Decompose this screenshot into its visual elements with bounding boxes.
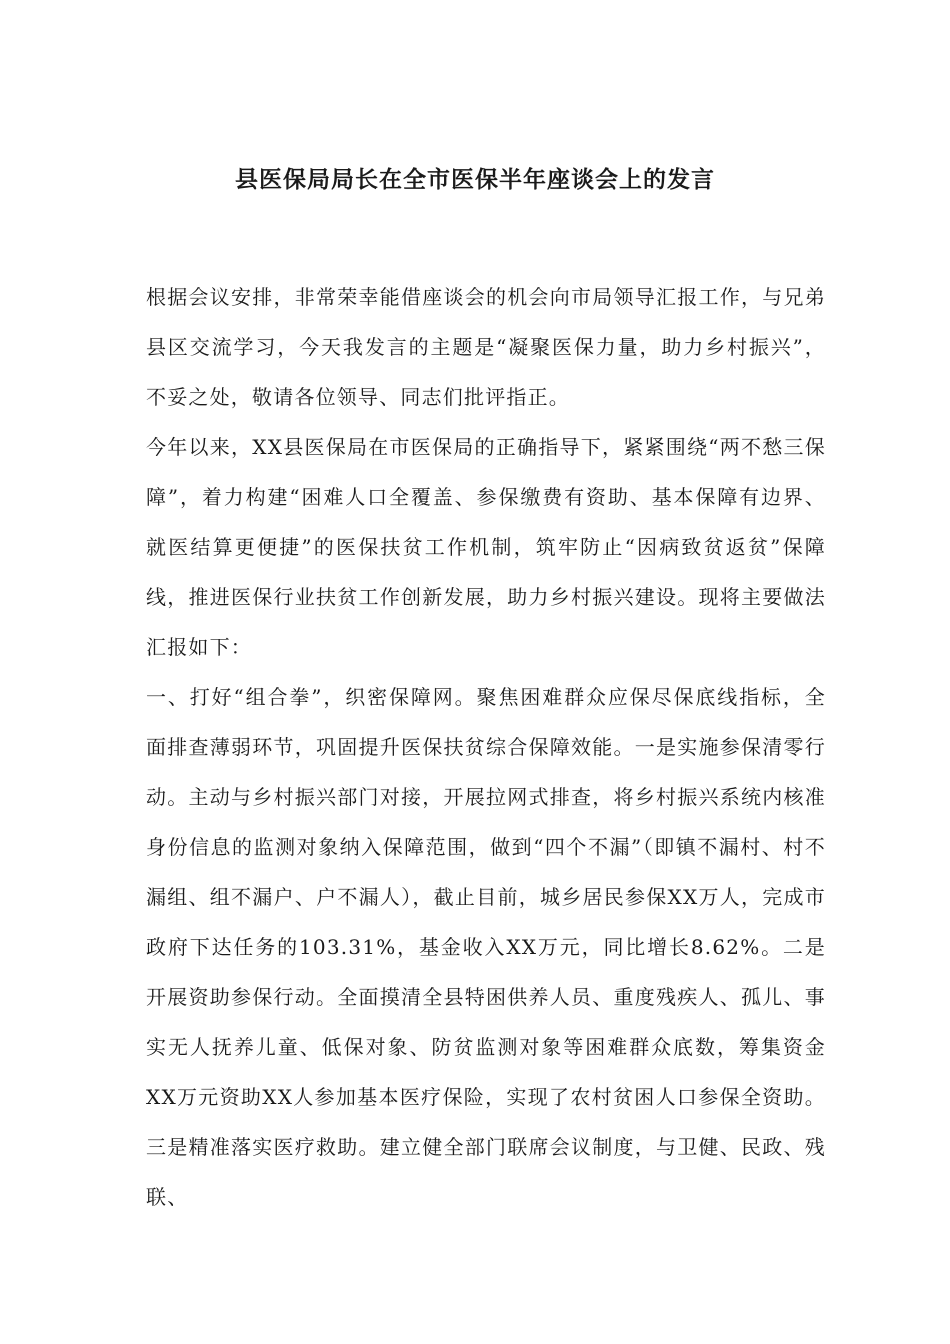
paragraph-section-one: 一、打好“组合拳”，织密保障网。聚焦困难群众应保尽保底线指标，全面排查薄弱环节，巩固提升医保扶贫综合保障效能。一是实施参保清零行动。主动与乡村振兴部门对接，开展拉网式排查，将乡村振兴系统内核准身份信息的监测对象纳入保障范围，做到“四个不漏”（即镇不漏村、村不漏组、组不漏户、户不漏人），截止目前，城乡居民参保XX万人，完成市政府下达任务的103.31%，基金收入XX万元，同比增长8.62%。二是开展资助参保行动。全面摸清全县特困供养人员、重度残疾人、孤儿、事实无人抚养儿童、低保对象、防贫监测对象等困难群众底数，筹集资金XX万元资助XX人参加基本医疗保险，实现了农村贫困人口参保全资助。三是精准落实医疗救助。建立健全部门联席会议制度，与卫健、民政、残联、 [146,685,826,1209]
document-body [146,272,826,1222]
paragraph-overview: 今年以来，XX县医保局在市医保局的正确指导下，紧紧围绕“两不愁三保障”，着力构建“困难人口全覆盖、参保缴费有资助、基本保障有边界、就医结算更便捷”的医保扶贫工作机制，筑牢防止“因病致贫返贫”保障线，推进医保行业扶贫工作创新发展，助力乡村振兴建设。现将主要做法汇报如下： [146,435,826,659]
document-title: 县医保局局长在全市医保半年座谈会上的发言 [235,166,715,193]
paragraph-intro: 根据会议安排，非常荣幸能借座谈会的机会向市局领导汇报工作，与兄弟县区交流学习，今天我发言的主题是“凝聚医保力量，助力乡村振兴”，不妥之处，敬请各位领导、同志们批评指正。 [146,285,826,409]
